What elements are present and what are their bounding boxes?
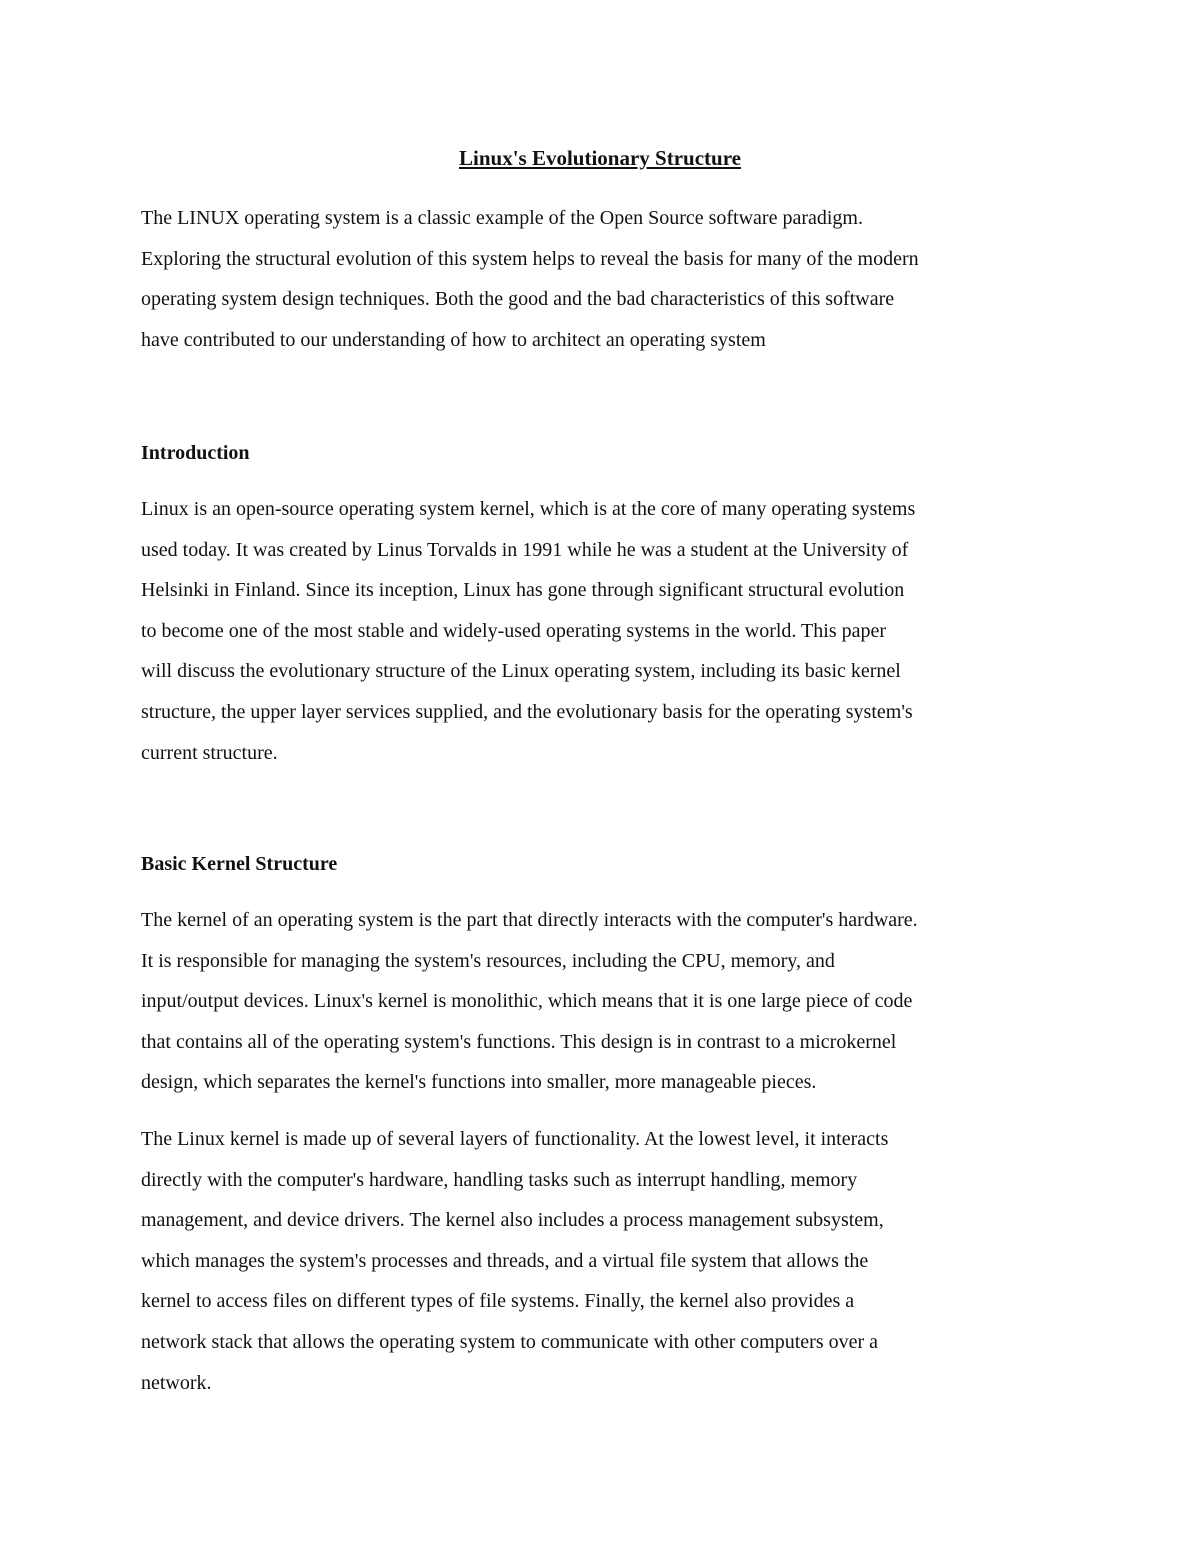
introduction-line: current structure. (141, 741, 278, 764)
basic-kernel-line: design, which separates the kernel's functions into smaller, more manageable pieces. (141, 1071, 817, 1094)
introduction-line: will discuss the evolutionary structure of the Linux operating system, including its basic kernel (141, 660, 901, 683)
basic-kernel-line: that contains all of the operating system's functions. This design is in contrast to a microkernel (141, 1030, 897, 1053)
basic-kernel-line: network stack that allows the operating system to communicate with other computers over a (141, 1330, 879, 1353)
abstract-line: operating system design techniques. Both the good and the bad characteristics of this software (141, 288, 895, 311)
basic-kernel-line: The Linux kernel is made up of several layers of functionality. At the lowest level, it interacts (141, 1128, 889, 1150)
abstract-paragraph (141, 198, 1071, 360)
basic-kernel-line: directly with the computer's hardware, handling tasks such as interrupt handling, memory (141, 1168, 858, 1191)
introduction-paragraph (141, 489, 1071, 773)
basic-kernel-line: input/output devices. Linux's kernel is monolithic, which means that it is one large piece of code (141, 990, 913, 1013)
basic-kernel-line: management, and device drivers. The kernel also includes a process management subsystem, (141, 1209, 884, 1232)
abstract-line: have contributed to our understanding of how to architect an operating system (141, 328, 766, 351)
basic-kernel-line: kernel to access files on different types of file systems. Finally, the kernel also provides a (141, 1290, 855, 1313)
introduction-line: to become one of the most stable and widely-used operating systems in the world. This paper (141, 619, 887, 642)
abstract-line: The LINUX operating system is a classic example of the Open Source software paradigm. (141, 207, 863, 229)
basic-kernel-line: network. (141, 1371, 212, 1394)
introduction-line: structure, the upper layer services supplied, and the evolutionary basis for the operating system's (141, 700, 913, 723)
basic-kernel-paragraph-1 (141, 900, 1071, 1103)
introduction-line: Helsinki in Finland. Since its inception, Linux has gone through significant structural evolution (141, 579, 905, 602)
basic-kernel-line: It is responsible for managing the system's resources, including the CPU, memory, and (141, 949, 835, 972)
introduction-line: used today. It was created by Linus Torvalds in 1991 while he was a student at the University of (141, 538, 909, 561)
introduction-heading: Introduction (141, 442, 250, 464)
basic-kernel-line: The kernel of an operating system is the part that directly interacts with the computer's hardware. (141, 909, 918, 931)
basic-kernel-line: which manages the system's processes and threads, and a virtual file system that allows the (141, 1249, 869, 1272)
basic-kernel-heading: Basic Kernel Structure (141, 853, 338, 875)
introduction-line: Linux is an open-source operating system kernel, which is at the core of many operating systems (141, 498, 916, 520)
basic-kernel-paragraph-2 (141, 1119, 1071, 1403)
document-title: Linux's Evolutionary Structure (459, 146, 741, 170)
abstract-line: Exploring the structural evolution of this system helps to reveal the basis for many of the modern (141, 247, 919, 270)
